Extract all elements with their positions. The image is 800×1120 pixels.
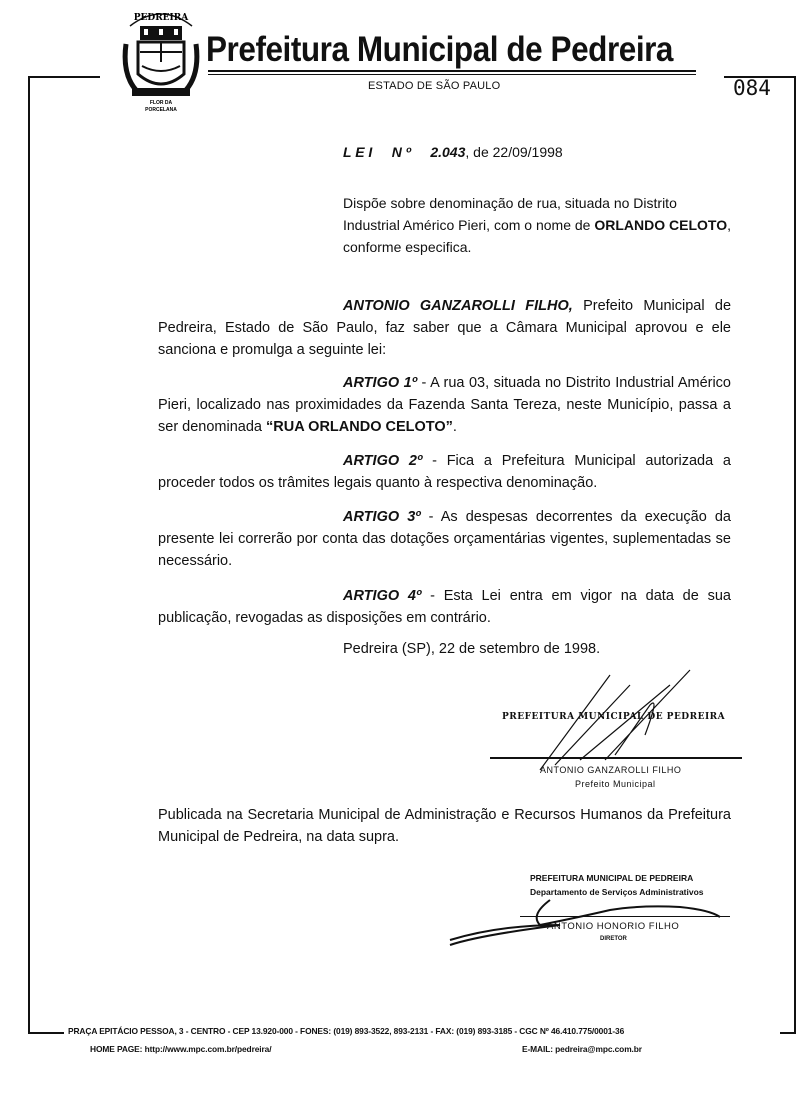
svg-text:PORCELANA: PORCELANA [145,107,177,113]
signature2-department: Departamento de Serviços Administrativos [530,887,704,897]
title-underline-thin [208,74,696,75]
article-end: . [452,419,457,435]
signature2-name: ANTONIO HONORIO FILHO [547,921,680,932]
law-heading [343,144,563,160]
law-date: , de 22/09/1998 [465,144,563,160]
article-4 [158,585,731,629]
article-text: - Fica a Prefeitura Municipal autorizada a proceder todos os trâmites legais quanto à respectiva denominação. [158,453,731,491]
footer-address: PRAÇA EPITÁCIO PESSOA, 3 - CENTRO - CEP 13.920-000 - FONES: (019) 893-3522, 893-2131 - FAX: (019) 893-3185 - CGC Nº 46.410.775/0001-36 [68,1026,625,1036]
publication-note: Publicada na Secretaria Municipal de Administração e Recursos Humanos da Prefeitura Municipal de Pedreira, na data supra. [158,807,731,845]
summary-text: Dispõe sobre denominação de rua, situada no Distrito Industrial Américo Pieri, com o nome de [343,195,677,233]
frame-left [28,76,30,1034]
place-date: Pedreira (SP), 22 de setembro de 1998. [343,641,601,657]
article-2 [158,450,731,494]
footer-email: E-MAIL: pedreira@mpc.com.br [522,1044,642,1054]
frame-right [794,76,796,1034]
article-1 [158,372,731,438]
signature1-stamp: PREFEITURA MUNICIPAL DE PEDREIRA [502,712,726,722]
law-number: 2.043 [430,144,466,160]
article-label: ARTIGO 2º [343,453,423,469]
signature1-line [490,757,742,759]
article-label: ARTIGO 1º [343,375,418,391]
signature2-role: DIRETOR [600,936,627,942]
frame-bottom-right [780,1032,796,1034]
preamble-text: Prefeito Municipal de Pedreira, Estado de São Paulo, faz saber que a Câmara Municipal aprovou e ele sanciona e promulga a seguinte lei: [158,298,732,358]
preamble [158,295,731,361]
law-numero-label: N º [391,144,411,160]
law-summary [343,192,733,258]
article-text: - A rua 03, situada no Distrito Industrial Américo Pieri, localizado nas proximidades da Fazenda Santa Tereza, neste Município, passa a ser denominada [158,375,731,435]
street-name: “RUA ORLANDO CELOTO” [266,419,453,435]
article-label: ARTIGO 3º [343,509,421,525]
mayor-name: ANTONIO GANZAROLLI FILHO, [343,298,573,314]
page-number: 084 [733,76,771,100]
frame-bottom-left [28,1032,64,1034]
signature1-name: ANTONIO GANZAROLLI FILHO [540,765,682,775]
letterhead-title: Prefeitura Municipal de Pedreira [206,30,674,69]
article-3 [158,506,731,572]
signature2-line [520,916,730,917]
svg-text:FLOR DA: FLOR DA [149,100,173,106]
summary-end: , conforme especifica. [343,217,731,255]
article-text: - Esta Lei entra em vigor na data de sua publicação, revogadas as disposições em contrário. [158,588,731,626]
law-lei: L E I [343,144,373,160]
article-label: ARTIGO 4º [343,588,422,604]
title-underline [208,70,696,72]
article-text: - As despesas decorrentes da execução da presente lei correrão por conta das dotações orçamentárias vigentes, suplementadas se necessário. [158,509,731,569]
crest-logo [120,4,202,116]
signature1-role: Prefeito Municipal [575,779,656,789]
frame-top-left [28,76,100,78]
signature2-stamp: PREFEITURA MUNICIPAL DE PEDREIRA [530,873,694,883]
letterhead-state: ESTADO DE SÃO PAULO [368,80,501,92]
summary-name: ORLANDO CELOTO [594,217,728,233]
footer-homepage: HOME PAGE: http://www.mpc.com.br/pedreira/ [90,1044,272,1054]
signature1-handwriting [520,665,720,775]
svg-text:PEDREIRA: PEDREIRA [133,13,189,23]
